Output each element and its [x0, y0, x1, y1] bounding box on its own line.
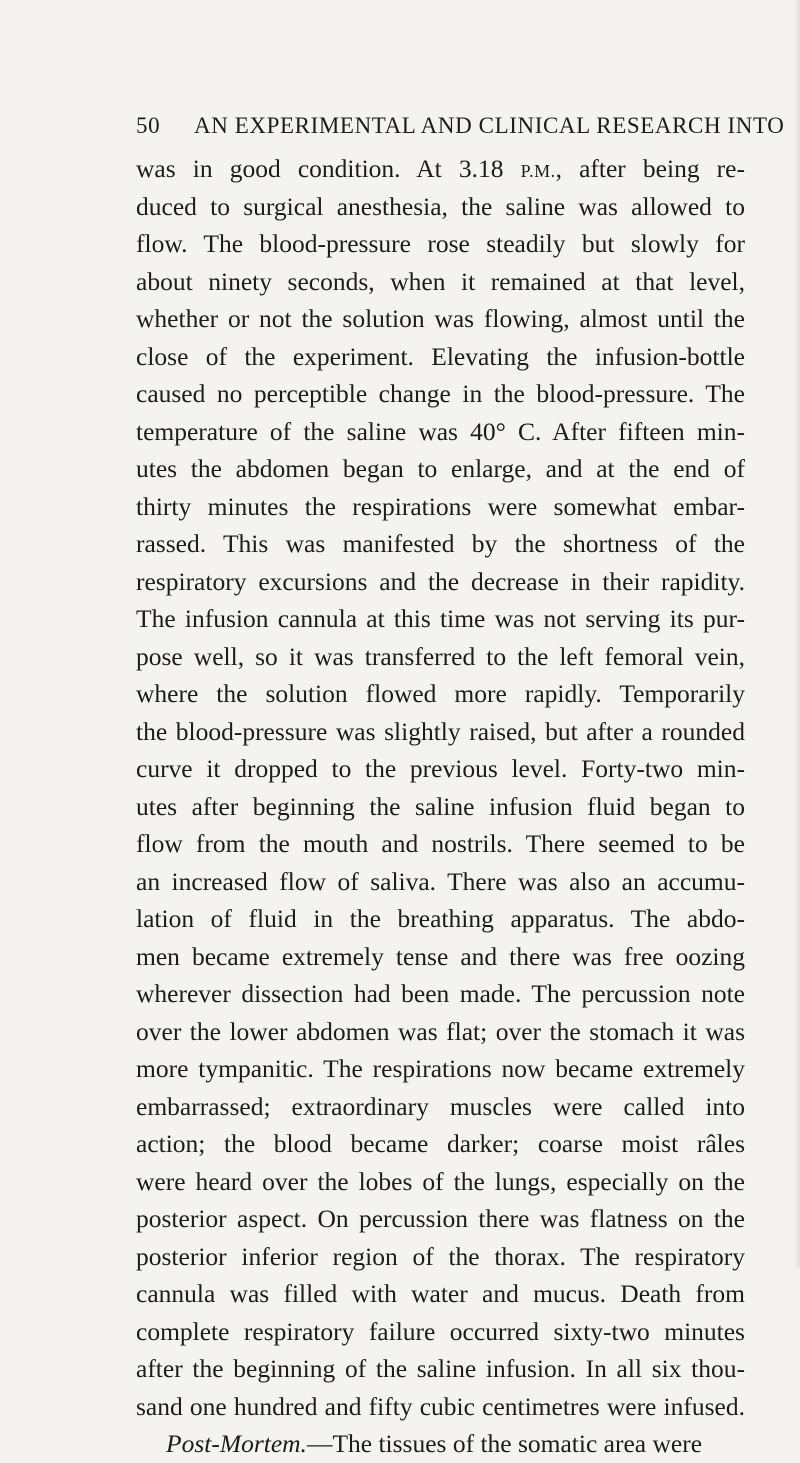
text-line: where the solution flowed more rapidly. Temporarily: [136, 679, 745, 708]
text-line: [136, 150, 745, 188]
text-line: after the beginning of the saline infusion. In all six thou-: [136, 1354, 745, 1383]
section-heading-post-mortem: Post-Mortem.: [166, 1429, 307, 1458]
time-abbreviation: P.M.: [520, 161, 556, 181]
text-line: sand one hundred and fifty cubic centimetres were infused.: [136, 1391, 745, 1421]
text-line: wherever dissection had been made. The percussion note: [136, 979, 745, 1008]
text-line: caused no perceptible change in the blood-pressure. The: [136, 379, 745, 408]
text-line: utes the abdomen began to enlarge, and at the end of: [136, 454, 745, 483]
page-number: 50: [136, 113, 161, 138]
text-line: The infusion cannula at this time was not serving its pur-: [136, 604, 745, 633]
running-title: AN EXPERIMENTAL AND CLINICAL RESEARCH INTO: [194, 113, 785, 138]
text-line: embarrassed; extraordinary muscles were called into: [136, 1091, 745, 1121]
text-line: the blood-pressure was slightly raised, but after a rounded: [136, 716, 745, 746]
text-span: , after being re-: [555, 154, 745, 183]
text-line: utes after beginning the saline infusion fluid began to: [136, 791, 745, 821]
text-line: pose well, so it was transferred to the left femoral vein,: [136, 641, 745, 671]
text-line: close of the experiment. Elevating the infusion-bottle: [136, 341, 745, 371]
text-line: about ninety seconds, when it remained at that level,: [136, 266, 745, 296]
text-line: lation of fluid in the breathing apparatus. The abdo-: [136, 904, 745, 933]
text-line: respiratory excursions and the decrease in their rapidity.: [136, 566, 745, 596]
text-line: [136, 1425, 745, 1463]
text-line: cannula was filled with water and mucus. Death from: [136, 1279, 745, 1308]
text-span: was in good condition. At 3.18: [136, 154, 521, 183]
text-line: temperature of the saline was 40° C. After fifteen min-: [136, 416, 745, 446]
text-line: flow. The blood-pressure rose steadily but slowly for: [136, 229, 745, 258]
text-line: rassed. This was manifested by the shortness of the: [136, 529, 745, 558]
text-line: duced to surgical anesthesia, the saline was allowed to: [136, 191, 745, 221]
text-line: whether or not the solution was flowing, almost until the: [136, 304, 745, 333]
text-line: more tympanitic. The respirations now became extremely: [136, 1054, 745, 1083]
running-head: [136, 108, 785, 144]
text-line: action; the blood became darker; coarse moist râles: [136, 1129, 745, 1158]
page-edge-shadow: [794, 0, 800, 1268]
text-line: men became extremely tense and there was free oozing: [136, 941, 745, 971]
text-line: an increased flow of saliva. There was also an accumu-: [136, 866, 745, 896]
text-line: complete respiratory failure occurred sixty-two minutes: [136, 1316, 745, 1346]
text-line: flow from the mouth and nostrils. There seemed to be: [136, 829, 745, 858]
text-line: were heard over the lobes of the lungs, especially on the: [136, 1166, 745, 1196]
text-span: —The tissues of the somatic area were: [306, 1429, 703, 1458]
text-line: posterior aspect. On percussion there was flatness on the: [136, 1204, 745, 1233]
text-line: curve it dropped to the previous level. Forty-two min-: [136, 754, 745, 783]
text-line: posterior inferior region of the thorax. The respiratory: [136, 1241, 745, 1271]
text-line: thirty minutes the respirations were somewhat embar-: [136, 491, 745, 521]
body-text: [136, 150, 745, 1463]
text-line: over the lower abdomen was flat; over the stomach it was: [136, 1016, 745, 1046]
